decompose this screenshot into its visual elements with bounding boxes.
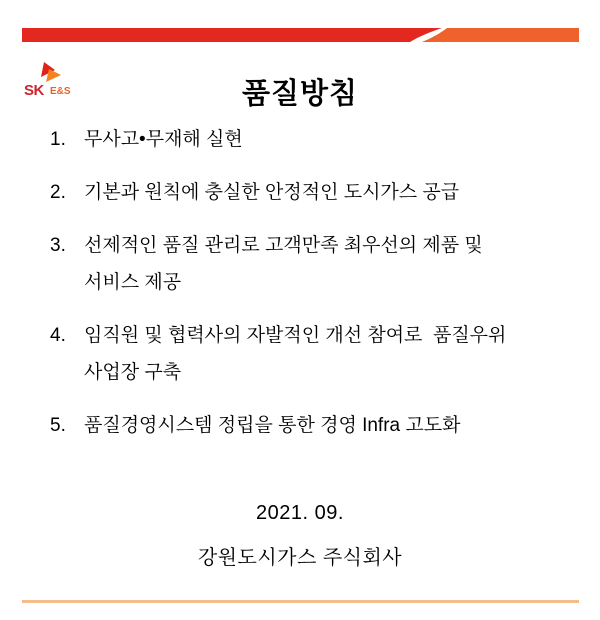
- item-text-line: 무사고•무재해 실현: [84, 129, 243, 150]
- page-title: 품질방침: [241, 78, 359, 110]
- date-text: 2021. 09.: [256, 502, 344, 524]
- item-text-line: 품질경영시스템 정립을 통한 경영 Infra 고도화: [84, 415, 461, 436]
- item-number: 3.: [50, 235, 66, 256]
- item-text-line: 선제적인 품질 관리로 고객만족 최우선의 제품 및: [84, 235, 483, 256]
- list-item: [50, 407, 572, 444]
- item-number: 2.: [50, 182, 66, 203]
- header-bar-red-segment: [22, 28, 442, 42]
- list-item: [50, 174, 572, 211]
- item-text-line: 서비스 제공: [84, 272, 182, 293]
- list-item: [50, 227, 572, 301]
- company-name: 강원도시가스 주식회사: [197, 547, 403, 569]
- item-text: [84, 174, 572, 211]
- policy-list: [50, 121, 572, 460]
- item-text: [84, 317, 572, 391]
- item-text: [84, 121, 572, 158]
- list-item: [50, 317, 572, 391]
- item-text: [84, 227, 572, 301]
- list-item: [50, 121, 572, 158]
- header-bar: [22, 28, 579, 42]
- item-text-line: 기본과 원칙에 충실한 안정적인 도시가스 공급: [84, 182, 460, 203]
- logo-sk-text: SK: [24, 82, 44, 99]
- item-number: 5.: [50, 415, 66, 436]
- header-bar-orange-segment: [422, 28, 579, 42]
- item-text-line: 임직원 및 협력사의 자발적인 개선 참여로 품질우위: [84, 325, 507, 346]
- bottom-divider: [22, 600, 579, 603]
- item-text-line: 사업장 구축: [84, 362, 182, 383]
- logo-es-text: E&S: [50, 86, 71, 97]
- item-text: [84, 407, 572, 444]
- item-number: 1.: [50, 129, 66, 150]
- item-number: 4.: [50, 325, 66, 346]
